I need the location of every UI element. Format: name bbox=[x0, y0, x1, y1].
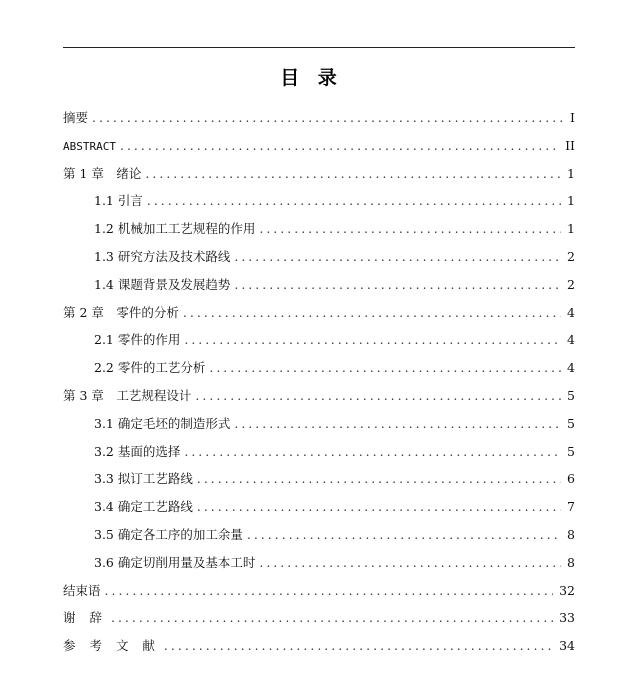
toc-entry[interactable] bbox=[63, 382, 575, 410]
toc-entry-label: 第 2 章 零件的分析 bbox=[63, 304, 179, 320]
toc-dot-leader bbox=[234, 243, 561, 271]
toc-entry[interactable] bbox=[63, 187, 575, 215]
toc-entry[interactable] bbox=[63, 465, 575, 493]
toc-entry-label: 2.2 零件的工艺分析 bbox=[94, 360, 206, 376]
toc-entry-label: 1.1 引言 bbox=[94, 193, 143, 209]
toc-entry-page-number: I bbox=[570, 110, 575, 125]
toc-entry[interactable] bbox=[63, 104, 575, 132]
toc-entry-label: 3.4 确定工艺路线 bbox=[94, 499, 193, 515]
toc-entry-page-number: 34 bbox=[559, 638, 575, 654]
toc-entry[interactable] bbox=[63, 493, 575, 521]
toc-entry[interactable] bbox=[63, 160, 575, 188]
toc-entry-page-number: 1 bbox=[567, 221, 575, 237]
toc-entry-label: 3.3 拟订工艺路线 bbox=[94, 471, 193, 487]
toc-entry-page-number: 32 bbox=[559, 582, 575, 598]
toc-entry-label: 参 考 文 献 bbox=[63, 638, 160, 654]
toc-entry-page-number: 33 bbox=[559, 610, 575, 626]
toc-entry-page-number: 8 bbox=[567, 554, 575, 570]
page-title: 目 录 bbox=[280, 67, 343, 89]
toc-entry[interactable] bbox=[63, 271, 575, 299]
toc-entry[interactable] bbox=[63, 549, 575, 577]
toc-entry-label: 谢 辞 bbox=[63, 610, 107, 626]
toc-entry[interactable] bbox=[63, 410, 575, 438]
toc-entry-page-number: 4 bbox=[567, 304, 575, 320]
toc-entry[interactable] bbox=[63, 632, 575, 660]
toc-entry-label: 3.2 基面的选择 bbox=[94, 443, 181, 459]
toc-entry-page-number: 2 bbox=[567, 276, 575, 292]
toc-entry[interactable] bbox=[63, 299, 575, 327]
toc-entry-label: 3.5 确定各工序的加工余量 bbox=[94, 526, 243, 542]
toc-entry-label: 2.1 零件的作用 bbox=[94, 332, 181, 348]
toc-dot-leader bbox=[92, 104, 563, 132]
toc-entry-label: 第 1 章 绪论 bbox=[63, 165, 142, 181]
toc-entry[interactable] bbox=[63, 521, 575, 549]
toc-entry-label: 1.2 机械加工工艺规程的作用 bbox=[94, 221, 256, 237]
toc-dot-leader bbox=[111, 604, 553, 632]
toc-entry-page-number: 5 bbox=[567, 387, 575, 403]
toc-entry-page-number: 6 bbox=[567, 471, 575, 487]
toc-entry[interactable] bbox=[63, 604, 575, 632]
toc-entry-label: 第 3 章 工艺规程设计 bbox=[63, 387, 192, 403]
toc-dot-leader bbox=[147, 187, 561, 215]
toc-dot-leader bbox=[120, 132, 559, 160]
toc-entry[interactable] bbox=[63, 577, 575, 605]
toc-entry-label: 3.1 确定毛坯的制造形式 bbox=[94, 415, 231, 431]
toc-dot-leader bbox=[197, 493, 561, 521]
toc-entry-page-number: 5 bbox=[567, 415, 575, 431]
toc-entry-page-number: 8 bbox=[567, 526, 575, 542]
toc-entry-label: ABSTRACT bbox=[63, 139, 116, 153]
toc-entry[interactable] bbox=[63, 326, 575, 354]
toc-entry-page-number: 4 bbox=[567, 360, 575, 376]
toc-dot-leader bbox=[184, 326, 561, 354]
toc-dot-leader bbox=[145, 160, 561, 188]
toc-entry-page-number: 4 bbox=[567, 332, 575, 348]
toc-dot-leader bbox=[183, 299, 561, 327]
toc-dot-leader bbox=[234, 410, 561, 438]
toc-entry-label: 结束语 bbox=[63, 582, 101, 598]
toc-dot-leader bbox=[259, 549, 561, 577]
toc-entry[interactable] bbox=[63, 438, 575, 466]
toc-dot-leader bbox=[247, 521, 561, 549]
toc-dot-leader bbox=[195, 382, 561, 410]
toc-dot-leader bbox=[184, 438, 561, 466]
toc-entry-label: 摘要 bbox=[63, 110, 89, 125]
toc-entry-page-number: 2 bbox=[567, 248, 575, 264]
toc-dot-leader bbox=[209, 354, 561, 382]
toc-entry-page-number: 7 bbox=[567, 499, 575, 515]
toc-entry[interactable] bbox=[63, 132, 575, 160]
toc-entry[interactable] bbox=[63, 243, 575, 271]
toc-entry[interactable] bbox=[63, 215, 575, 243]
toc-entry-page-number: 1 bbox=[567, 165, 575, 181]
toc-entry-page-number: 5 bbox=[567, 443, 575, 459]
toc-dot-leader bbox=[259, 215, 561, 243]
toc-dot-leader bbox=[234, 271, 561, 299]
toc-entry-page-number: 1 bbox=[567, 193, 575, 209]
toc-entry[interactable] bbox=[63, 354, 575, 382]
toc-entry-page-number: II bbox=[565, 137, 575, 153]
toc-dot-leader bbox=[197, 465, 561, 493]
toc-entry-label: 1.4 课题背景及发展趋势 bbox=[94, 276, 231, 292]
toc-dot-leader bbox=[164, 632, 553, 660]
toc-entry-label: 3.6 确定切削用量及基本工时 bbox=[94, 554, 256, 570]
toc-entry-label: 1.3 研究方法及技术路线 bbox=[94, 248, 231, 264]
toc-dot-leader bbox=[105, 577, 554, 605]
table-of-contents bbox=[63, 104, 575, 660]
header-rule bbox=[63, 47, 575, 48]
